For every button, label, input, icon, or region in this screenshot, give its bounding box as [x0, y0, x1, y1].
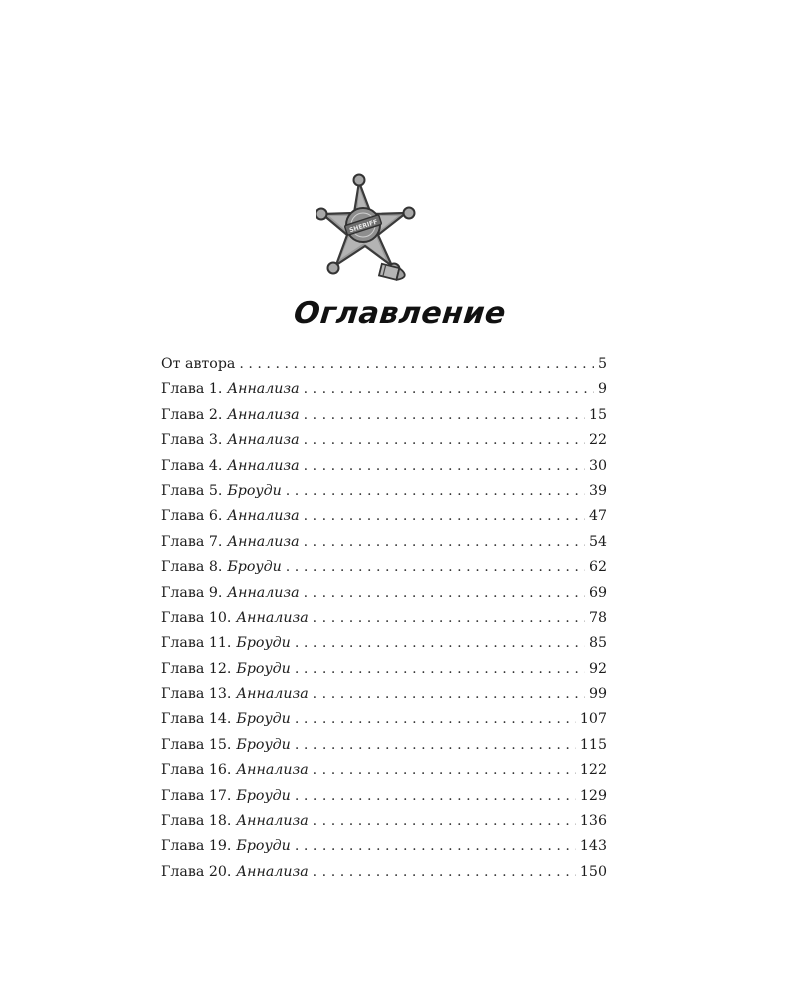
- toc-entry-label: [161, 356, 235, 372]
- dot-leader: [304, 407, 585, 423]
- toc-chapter-narrator: Аннализа: [236, 686, 309, 703]
- toc-page-number: 122: [579, 762, 607, 779]
- toc-page-number: 92: [588, 660, 607, 677]
- dot-leader: [304, 458, 585, 474]
- toc-entry-label: [161, 813, 309, 829]
- toc-chapter-narrator: Аннализа: [236, 609, 309, 626]
- dot-leader: [295, 711, 576, 727]
- toc-entry-label: [161, 838, 291, 854]
- dot-leader: [295, 838, 576, 854]
- dot-leader: [304, 432, 585, 448]
- toc-chapter-number: Глава 13.: [161, 686, 232, 703]
- toc-entry-label: [161, 534, 300, 550]
- toc-entry: [161, 737, 607, 762]
- toc-entry-label: [161, 711, 291, 727]
- toc-page-number: 9: [597, 381, 607, 398]
- toc-chapter-number: Глава 4.: [161, 457, 223, 474]
- toc-page-number: 5: [597, 356, 607, 372]
- dot-leader: [313, 864, 576, 880]
- toc-entry: [161, 686, 607, 711]
- toc-entry-label: [161, 661, 291, 677]
- toc-chapter-number: Глава 17.: [161, 787, 232, 804]
- toc-entry-label: [161, 635, 291, 651]
- toc-page-number: 22: [588, 432, 607, 449]
- toc-chapter-number: Глава 11.: [161, 635, 232, 652]
- toc-entry: [161, 432, 607, 457]
- toc-entry-label: [161, 458, 300, 474]
- toc-page-number: 39: [588, 482, 607, 499]
- dot-leader: [313, 813, 576, 829]
- toc-page-number: 54: [588, 533, 607, 550]
- toc-chapter-number: Глава 2.: [161, 406, 223, 423]
- toc-chapter-number: От автора: [161, 356, 236, 372]
- toc-chapter-number: Глава 9.: [161, 584, 223, 601]
- toc-entry-label: [161, 585, 300, 601]
- toc-entry: [161, 661, 607, 686]
- toc-chapter-number: Глава 19.: [161, 838, 232, 855]
- toc-chapter-narrator: Аннализа: [236, 863, 309, 880]
- toc-entry-label: [161, 762, 309, 778]
- toc-page-number: 99: [588, 686, 607, 703]
- toc-entry: [161, 534, 607, 559]
- toc-page-number: 129: [579, 787, 607, 804]
- toc-entry-label: [161, 788, 291, 804]
- toc-entry: [161, 864, 607, 889]
- dot-leader: [295, 788, 576, 804]
- toc-page-number: 78: [588, 609, 607, 626]
- toc-chapter-narrator: Броуди: [236, 838, 291, 855]
- toc-chapter-narrator: Аннализа: [227, 508, 300, 525]
- bullet-icon: [379, 264, 406, 282]
- toc-chapter-number: Глава 20.: [161, 863, 232, 880]
- toc-entry-label: [161, 610, 309, 626]
- toc-entry: [161, 788, 607, 813]
- toc-entry: [161, 838, 607, 863]
- toc-chapter-number: Глава 15.: [161, 736, 232, 753]
- dot-leader: [295, 635, 585, 651]
- toc-entry-label: [161, 508, 300, 524]
- toc-page-number: 15: [588, 406, 607, 423]
- toc-page-number: 30: [588, 457, 607, 474]
- toc-entry: [161, 610, 607, 635]
- toc-chapter-narrator: Броуди: [227, 559, 282, 576]
- toc-chapter-narrator: Броуди: [227, 482, 282, 499]
- badge-text: SHERIFF: [348, 218, 379, 235]
- toc-entry: [161, 813, 607, 838]
- toc-entry-label: [161, 864, 309, 880]
- toc-entry: [161, 711, 607, 736]
- toc-chapter-narrator: Аннализа: [227, 457, 300, 474]
- toc-entry-label: [161, 686, 309, 702]
- toc-chapter-number: Глава 10.: [161, 609, 232, 626]
- toc-page-number: 85: [588, 635, 607, 652]
- toc-page-number: 107: [579, 711, 607, 728]
- toc-entry: [161, 407, 607, 432]
- dot-leader: [313, 686, 585, 702]
- toc-chapter-number: Глава 18.: [161, 813, 232, 830]
- toc-chapter-narrator: Броуди: [236, 635, 291, 652]
- toc-page-number: 69: [588, 584, 607, 601]
- dot-leader: [304, 508, 585, 524]
- dot-leader: [295, 737, 576, 753]
- toc-entry: [161, 635, 607, 660]
- toc-entry: [161, 356, 607, 381]
- toc-page-number: 47: [588, 508, 607, 525]
- toc-chapter-number: Глава 14.: [161, 711, 232, 728]
- toc-chapter-narrator: Аннализа: [236, 762, 309, 779]
- toc-chapter-narrator: Аннализа: [227, 584, 300, 601]
- dot-leader: [313, 762, 576, 778]
- sheriff-star-icon: [316, 172, 428, 288]
- toc-page-number: 136: [579, 813, 607, 830]
- toc-entry-label: [161, 407, 300, 423]
- toc-entry: [161, 381, 607, 406]
- dot-leader: [304, 585, 585, 601]
- dot-leader: [304, 381, 594, 397]
- toc-page-number: 62: [588, 559, 607, 576]
- dot-leader: [304, 534, 585, 550]
- toc-chapter-narrator: Аннализа: [227, 406, 300, 423]
- toc-chapter-narrator: Броуди: [236, 711, 291, 728]
- toc-chapter-narrator: Броуди: [236, 660, 291, 677]
- dot-leader: [286, 483, 585, 499]
- toc-chapter-number: Глава 16.: [161, 762, 232, 779]
- dot-leader: [239, 356, 594, 372]
- toc-chapter-narrator: Броуди: [236, 787, 291, 804]
- toc-chapter-narrator: Аннализа: [236, 813, 309, 830]
- toc-entry: [161, 762, 607, 787]
- dot-leader: [313, 610, 585, 626]
- toc-entry: [161, 585, 607, 610]
- toc-entry-label: [161, 737, 291, 753]
- toc-chapter-narrator: Аннализа: [227, 432, 300, 449]
- toc-entry-label: [161, 432, 300, 448]
- toc-entry: [161, 483, 607, 508]
- toc-chapter-number: Глава 12.: [161, 660, 232, 677]
- page-title: Оглавление: [292, 296, 508, 331]
- toc-entry-label: [161, 381, 300, 397]
- toc-entry-label: [161, 559, 282, 575]
- toc-page-number: 143: [579, 838, 607, 855]
- toc-chapter-narrator: Аннализа: [227, 381, 300, 398]
- toc-entry: [161, 458, 607, 483]
- toc-page-number: 150: [579, 863, 607, 880]
- dot-leader: [286, 559, 585, 575]
- toc-chapter-narrator: Аннализа: [227, 533, 300, 550]
- toc-chapter-number: Глава 7.: [161, 533, 223, 550]
- toc-page-number: 115: [579, 736, 607, 753]
- toc-chapter-number: Глава 1.: [161, 381, 223, 398]
- dot-leader: [295, 661, 585, 677]
- toc-chapter-number: Глава 8.: [161, 559, 223, 576]
- toc-chapter-number: Глава 3.: [161, 432, 223, 449]
- toc-chapter-narrator: Броуди: [236, 736, 291, 753]
- table-of-contents: [161, 356, 607, 889]
- toc-chapter-number: Глава 5.: [161, 482, 223, 499]
- toc-entry-label: [161, 483, 282, 499]
- toc-chapter-number: Глава 6.: [161, 508, 223, 525]
- toc-entry: [161, 559, 607, 584]
- toc-entry: [161, 508, 607, 533]
